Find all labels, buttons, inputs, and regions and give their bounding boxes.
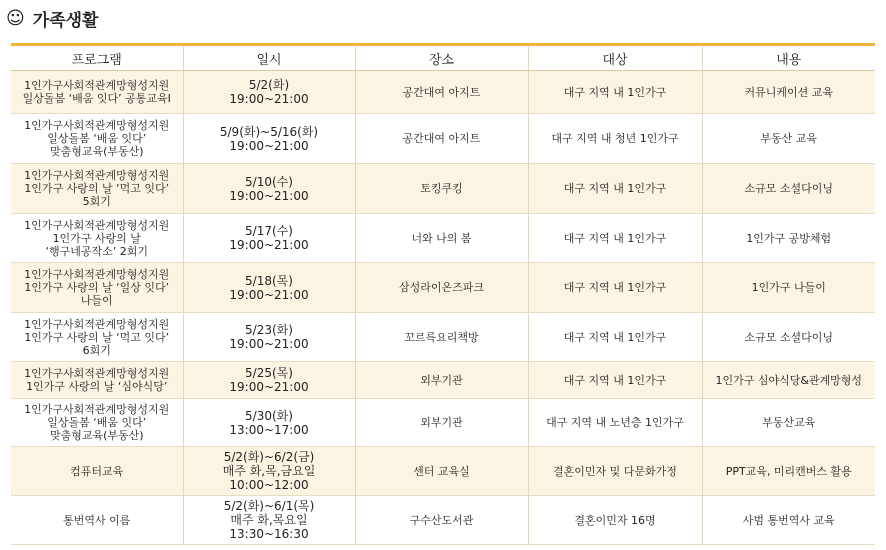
column-header-content: 내용 xyxy=(702,45,875,71)
cell-datetime: 5/2(화)~6/1(목) 매주 화,목요일 13:30~16:30 xyxy=(183,496,355,545)
cell-content: 1인가구 나들이 xyxy=(702,263,875,313)
section-header xyxy=(6,6,98,30)
cell-program: 1인가구사회적관계망형성지원 1인가구 사랑의 날 ‘심야식당’ xyxy=(11,362,183,399)
cell-datetime: 5/10(수) 19:00~21:00 xyxy=(183,164,355,214)
table-row xyxy=(11,71,875,114)
cell-content: 소규모 소셜다이닝 xyxy=(702,164,875,214)
table-row xyxy=(11,313,875,362)
cell-target: 대구 지역 내 1인가구 xyxy=(528,263,702,313)
table-row xyxy=(11,164,875,214)
cell-target: 대구 지역 내 노년층 1인가구 xyxy=(528,399,702,447)
cell-place: 외부기관 xyxy=(355,399,528,447)
cell-place: 센터 교육실 xyxy=(355,447,528,496)
cell-place: 너와 나의 봄 xyxy=(355,214,528,263)
cell-content: 부동산 교육 xyxy=(702,114,875,164)
smiley-icon: ☺ xyxy=(6,7,25,29)
column-header-target: 대상 xyxy=(528,45,702,71)
cell-datetime: 5/2(화) 19:00~21:00 xyxy=(183,71,355,114)
column-header-datetime: 일시 xyxy=(183,45,355,71)
schedule-table xyxy=(11,43,875,545)
cell-target: 대구 지역 내 청년 1인가구 xyxy=(528,114,702,164)
cell-place: 외부기관 xyxy=(355,362,528,399)
cell-content: 1인가구 공방체험 xyxy=(702,214,875,263)
cell-program: 컴퓨터교육 xyxy=(11,447,183,496)
table-row xyxy=(11,496,875,545)
cell-program: 1인가구사회적관계망형성지원 1인가구 사랑의 날 ‘행구네공작소’ 2회기 xyxy=(11,214,183,263)
cell-content: PPT교육, 미리캔버스 활용 xyxy=(702,447,875,496)
cell-place: 공간대여 아지트 xyxy=(355,114,528,164)
cell-datetime: 5/9(화)~5/16(화) 19:00~21:00 xyxy=(183,114,355,164)
cell-datetime: 5/18(목) 19:00~21:00 xyxy=(183,263,355,313)
cell-datetime: 5/17(수) 19:00~21:00 xyxy=(183,214,355,263)
cell-target: 대구 지역 내 1인가구 xyxy=(528,313,702,362)
cell-content: 커뮤니케이션 교육 xyxy=(702,71,875,114)
cell-datetime: 5/30(화) 13:00~17:00 xyxy=(183,399,355,447)
cell-program: 1인가구사회적관계망형성지원 일상돌봄 ‘배움 잇다’ 맞춤형교육(부동산) xyxy=(11,114,183,164)
table-row xyxy=(11,362,875,399)
cell-target: 대구 지역 내 1인가구 xyxy=(528,362,702,399)
table-row xyxy=(11,447,875,496)
table-row xyxy=(11,399,875,447)
cell-place: 삼성라이온즈파크 xyxy=(355,263,528,313)
cell-content: 소규모 소셜다이닝 xyxy=(702,313,875,362)
cell-program: 1인가구사회적관계망형성지원 일상돌봄 ‘배움 잇다’ 맞춤형교육(부동산) xyxy=(11,399,183,447)
cell-program: 1인가구사회적관계망형성지원 일상돌봄 ‘배움 잇다’ 공통교육Ⅰ xyxy=(11,71,183,114)
cell-target: 결혼이민자 16명 xyxy=(528,496,702,545)
column-header-program: 프로그램 xyxy=(11,45,183,71)
cell-target: 대구 지역 내 1인가구 xyxy=(528,71,702,114)
section-title: 가족생활 xyxy=(32,10,99,31)
cell-place: 꼬르륵요리책방 xyxy=(355,313,528,362)
cell-target: 대구 지역 내 1인가구 xyxy=(528,164,702,214)
cell-datetime: 5/23(화) 19:00~21:00 xyxy=(183,313,355,362)
cell-target: 대구 지역 내 1인가구 xyxy=(528,214,702,263)
cell-place: 토킹쿠킹 xyxy=(355,164,528,214)
cell-place: 공간대여 아지트 xyxy=(355,71,528,114)
cell-content: 사범 통번역사 교육 xyxy=(702,496,875,545)
cell-program: 1인가구사회적관계망형성지원 1인가구 사랑의 날 ‘먹고 잇다’ 6회기 xyxy=(11,313,183,362)
cell-content: 부동산교육 xyxy=(702,399,875,447)
column-header-place: 장소 xyxy=(355,45,528,71)
cell-place: 구수산도서관 xyxy=(355,496,528,545)
cell-content: 1인가구 심야식당&관계망형성 xyxy=(702,362,875,399)
table-row xyxy=(11,214,875,263)
cell-target: 결혼이민자 및 다문화가정 xyxy=(528,447,702,496)
cell-datetime: 5/25(목) 19:00~21:00 xyxy=(183,362,355,399)
cell-program: 1인가구사회적관계망형성지원 1인가구 사랑의 날 ‘먹고 잇다’ 5회기 xyxy=(11,164,183,214)
table-header-row xyxy=(11,45,875,71)
table-row xyxy=(11,114,875,164)
table-row xyxy=(11,263,875,313)
cell-program: 통번역사 이름 xyxy=(11,496,183,545)
cell-datetime: 5/2(화)~6/2(금) 매주 화,목,금요일 10:00~12:00 xyxy=(183,447,355,496)
cell-program: 1인가구사회적관계망형성지원 1인가구 사랑의 날 ‘일상 잇다’ 나들이 xyxy=(11,263,183,313)
